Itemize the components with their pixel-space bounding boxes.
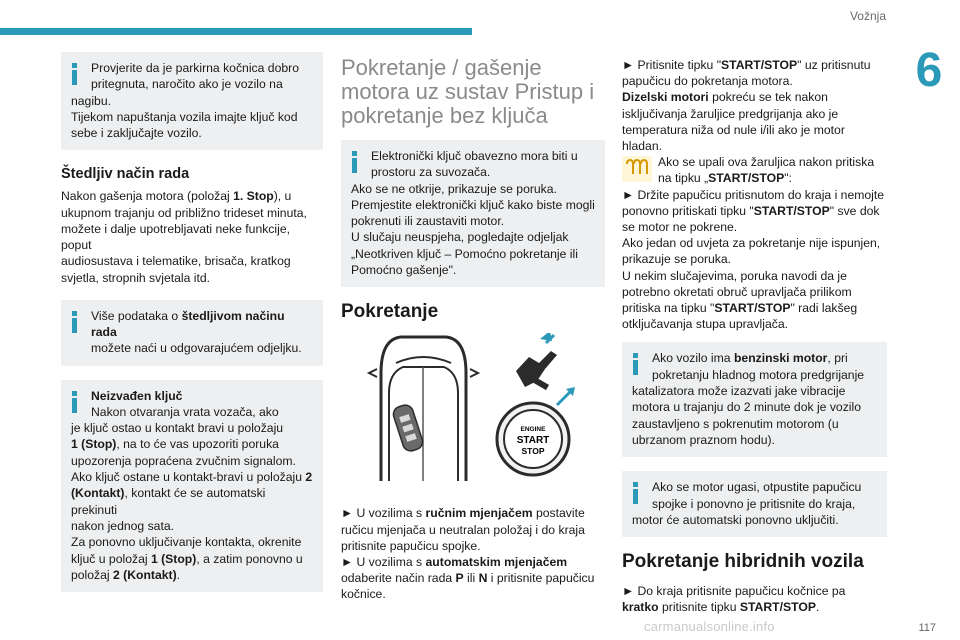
note-petrol-engine: Ako vozilo ima benzinski motor, pri pokretanju hladnog motora predgrijanje katalizatora može izazvati jake vibracije motora u trajanju do 2 minute dok je vozilo zaustavljeno s pokrenutim motorom (u ubrzanom praznom hodu). xyxy=(622,342,887,457)
info-icon xyxy=(633,353,639,375)
button-text-engine: ENGINE xyxy=(520,426,546,434)
hybrid-start-paragraph: ► Do kraja pritisnite papučicu kočnice pa kratko pritisnite tipku START/STOP. xyxy=(622,584,846,615)
car-key-illustration xyxy=(341,333,604,483)
note-engine-stall: Ako se motor ugasi, otpustite papučicu spojke i ponovno je pritisnite do kraja, motor će automatski ponovno uključiti. xyxy=(622,471,887,537)
info-icon xyxy=(352,151,358,173)
note-electronic-key: Elektronički ključ obavezno mora biti u prostoru za suvozača. Ako se ne otkrije, prikazuje se poruka. Premjestite elektronički ključ kako biste mogli pokrenuti ili zaustaviti motor. U slučaju neuspjeha, pogledajte odjeljak „Neotkriven ključ – Pomoćno pokretanje ili Pomoćno gašenje". xyxy=(341,140,605,287)
note-text: sebe i zaključajte vozilo. xyxy=(71,126,202,141)
info-icon xyxy=(72,311,78,333)
column-2 xyxy=(341,56,605,603)
hybrid-start-heading: Pokretanje hibridnih vozila xyxy=(622,551,864,573)
header-accent-bar xyxy=(0,28,472,35)
note-parking-brake xyxy=(61,52,323,150)
note-text: nagibu. xyxy=(71,93,111,108)
info-icon xyxy=(633,482,639,504)
info-icon xyxy=(72,391,78,413)
starting-heading: Pokretanje xyxy=(341,301,439,323)
eco-mode-paragraph: Nakon gašenja motora (položaj 1. Stop), u ukupnom trajanju od približno trideset minuta, možete i dalje upotrebljavati neke funkcije, poput audiosustava i telematike, brisača, kratkog svjetla, stropnih svjetala itd. xyxy=(61,189,307,285)
note-key-left: Neizvađen ključ Nakon otvaranja vrata vozača, ako je ključ ostao u kontakt bravi u položaju 1 (Stop), na to će vas upozoriti poruka upozorenja popraćena zvučnim signalom. Ako ključ ostane u kontakt-bravi u položaju 2 (Kontakt), kontakt će se automatski prekinuti nakon jednog sata. Za ponovno uključivanje kontakta, okrenite ključ u položaj 1 (Stop), a zatim ponovno u položaj 2 (Kontakt). xyxy=(61,380,323,593)
start-illustration xyxy=(341,333,604,483)
page-number: 117 xyxy=(918,622,936,634)
note-text: pritegnuta, naročito ako je vozilo na xyxy=(91,77,283,92)
preheat-lamp-icon xyxy=(622,156,652,182)
press-start-paragraph: ► Pritisnite tipku "START/STOP" uz pritisnutu papučicu do pokretanja motora. Dizelski motori pokreću se tek nakon isključivanja žaruljice predgrijanja ako je temperatura niža od nule i/ili ako je motor hladan. xyxy=(622,58,871,154)
section-label: Vožnja xyxy=(849,9,886,23)
info-icon xyxy=(72,63,78,85)
column-3 xyxy=(622,57,887,616)
column-1 xyxy=(61,52,323,606)
watermark: carmanualsonline.info xyxy=(644,619,775,634)
eco-mode-heading: Štedljiv način rada xyxy=(61,166,190,183)
note-text: Provjerite da je parkirna kočnica dobro xyxy=(91,61,299,75)
hold-pedal-paragraph: ► Držite papučicu pritisnutom do kraja i nemojte ponovno pritiskati tipku "START/STOP" sve dok se motor ne pokrene. Ako jedan od uvjeta za pokretanje nije ispunjen, prikazuje se poruka. U nekim slučajevima, poruka navodi da je potrebno okretati obruč upravljača prilikom pritiska na tipku "START/STOP" radi lakšeg otključavanja stupa upravljača. xyxy=(622,187,885,332)
button-text-stop: STOP xyxy=(521,446,545,457)
keyless-start-title: Pokretanje / gašenje motora uz sustav Pristup i pokretanje bez ključa xyxy=(341,55,595,128)
button-text-start: START xyxy=(516,435,550,447)
chapter-number: 6 xyxy=(915,44,943,97)
starting-paragraph: ► U vozilima s ručnim mjenjačem postavite ručicu mjenjača u neutralan položaj i do kraja pritisnite papučicu spojke. ► U vozilima s automatskim mjenjačem odaberite način rada P ili N i pritisnite papučicu kočnice. xyxy=(341,506,595,602)
note-eco-mode: Više podataka o štedljivom načinu rada možete naći u odgovarajućem odjeljku. xyxy=(61,300,323,366)
preheat-lamp-row: Ako se upali ova žaruljica nakon pritiska na tipku „START/STOP": xyxy=(622,154,887,186)
note-text: Tijekom napuštanja vozila imajte ključ kod xyxy=(71,109,298,124)
